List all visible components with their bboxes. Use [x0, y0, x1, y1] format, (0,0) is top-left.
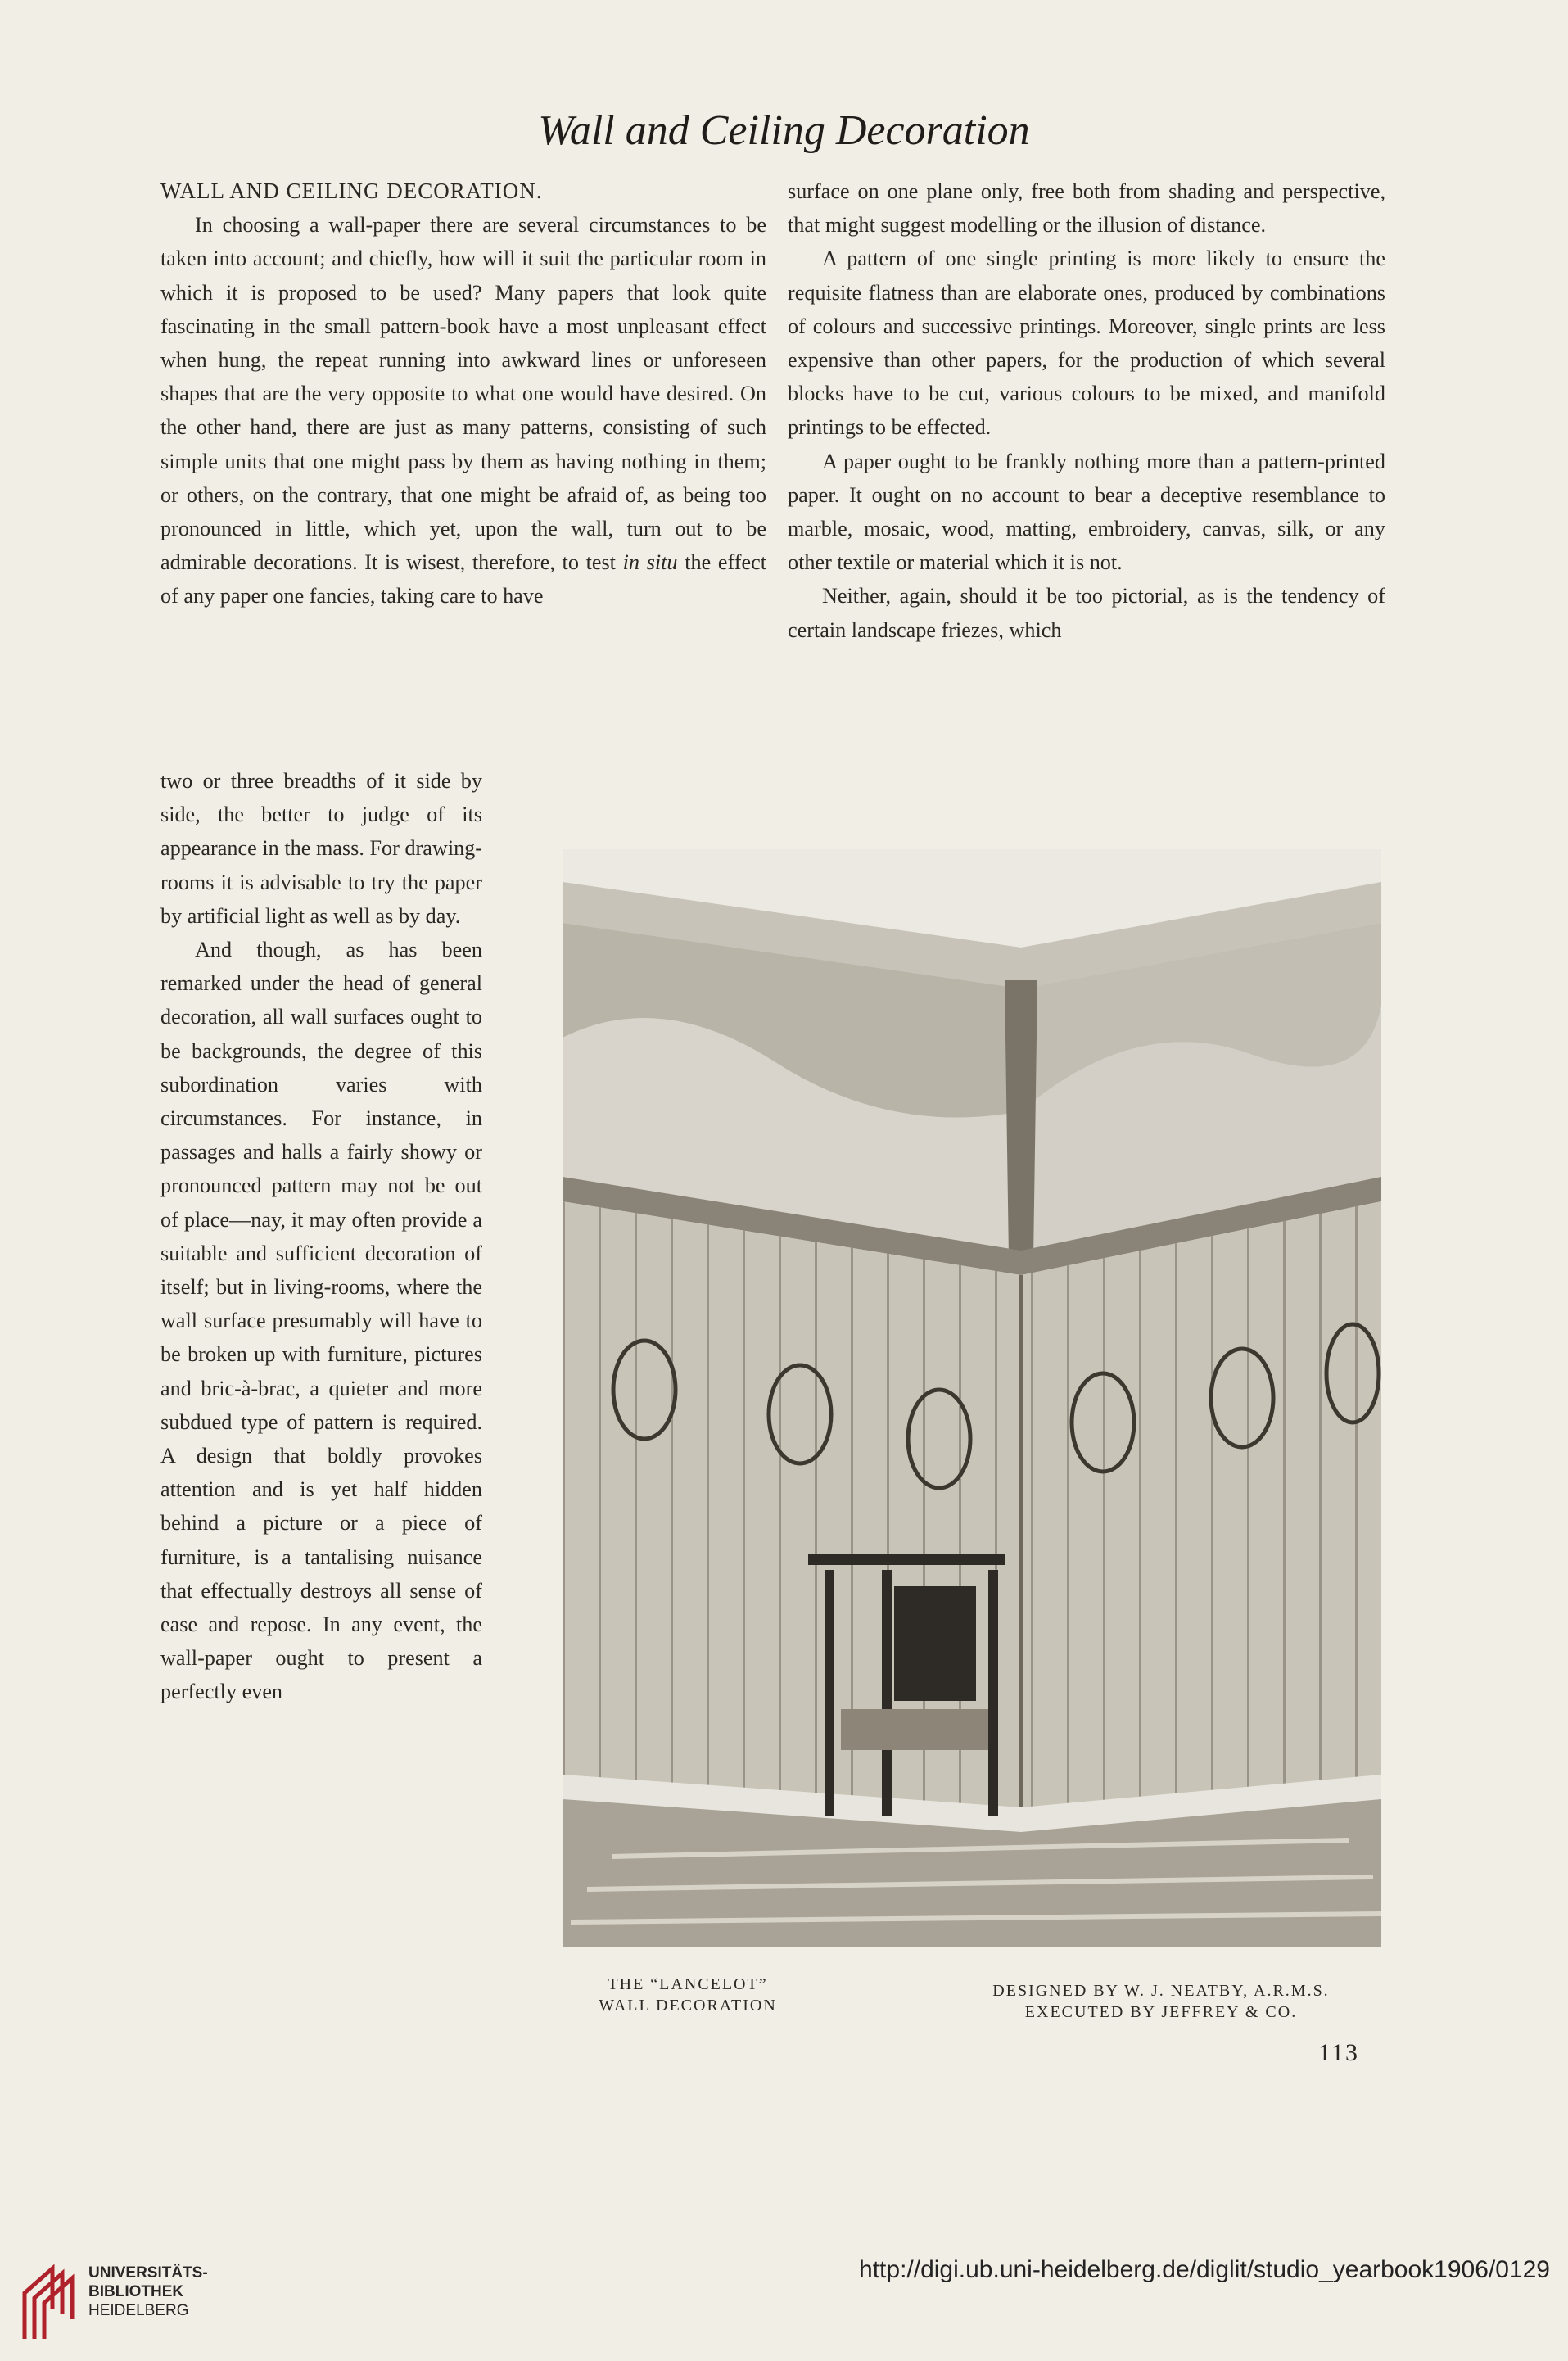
paragraph: A paper ought to be frankly nothing more than a pattern-printed paper. It ought on no account to bear a deceptive resemblance to marble, mosaic, wood, matting, embroidery, canvas, silk, or any other textile or material which it is not. [788, 449, 1385, 575]
library-logo[interactable] [20, 2260, 233, 2342]
paragraph: Neither, again, should it be too pictorial, as is the tendency of certain landscape friezes, which [788, 584, 1385, 642]
wall-decoration-photograph [563, 849, 1381, 1947]
article-column-right [788, 174, 1385, 647]
caption-line: DESIGNED BY W. J. NEATBY, A.R.M.S. [992, 1982, 1330, 2000]
article-heading: WALL AND CEILING DECORATION. [160, 179, 543, 203]
paragraph: surface on one plane only, free both from shading and perspective, that might suggest modelling or the illusion of distance. [788, 179, 1385, 237]
paragraph-text: the effect of any paper one fancies, taking care to have [160, 550, 767, 608]
caption-line: EXECUTED BY JEFFREY & CO. [1024, 2003, 1298, 2021]
page-header: Wall and Ceiling Decoration [538, 107, 1030, 154]
library-name-line: HEIDELBERG [88, 2302, 189, 2319]
italic-phrase: in situ [622, 550, 678, 575]
room-corner-illustration [563, 849, 1381, 1947]
paragraph: two or three breadths of it side by side, the better to judge of its appearance in the mass. For drawing-rooms it is advisable to try the paper by artificial light as well as by day. [160, 769, 482, 928]
figure-caption-credits [940, 1980, 1382, 2023]
paragraph [160, 208, 766, 613]
paragraph-text: In choosing a wall-paper there are several circumstances to be taken into account; and chiefly, how will it suit the particular room in which it is proposed to be used? Many papers that look quite fascinating in the small pattern-book have a most unpleasant effect when hung, the repeat running into awkward lines or unforeseen shapes that are the very opposite to what one would have desired. On the other hand, there are just as many patterns, consisting of such simple units that one might pass by them as having nothing in them; or others, on the contrary, that one might be afraid of, as being too pronounced in little, which yet, upon the wall, turn out to be admirable decorations. It is wisest, therefore, to test [160, 213, 766, 575]
source-url-link[interactable]: http://digi.ub.uni-heidelberg.de/diglit/studio_yearbook1906/0129 [859, 2256, 1550, 2283]
caption-line: THE “LANCELOT” [608, 1975, 768, 1993]
caption-line: WALL DECORATION [599, 1997, 777, 2015]
paragraph: A pattern of one single printing is more likely to ensure the requisite flatness than are elaborate ones, produced by combinations of colours and successive printings. Moreover, single prints are less expensive than other papers, for the production of which several blocks have to be cut, various colours to be mixed, and manifold printings to be effected. [788, 247, 1385, 440]
article-column-left [160, 174, 766, 613]
paragraph: And though, as has been remarked under the head of general decoration, all wall surfaces ought to be backgrounds, the degree of this subordination varies with circumstances. For instance, in passages and halls a fairly showy or pronounced pattern may not be out of place—nay, it may often provide a suitable and sufficient decoration of itself; but in living-rooms, where the wall surface presumably will have to be broken up with furniture, pictures and bric-à-brac, a quieter and more subdued type of pattern is required. A design that boldly provokes attention and is yet half hidden behind a picture or a piece of furniture, is a tantalising nuisance that effectually destroys all sense of ease and repose. In any event, the wall-paper ought to present a perfectly even [160, 938, 482, 1704]
article-column-narrow [160, 764, 482, 1709]
figure-caption-title [565, 1974, 811, 2016]
page-number: 113 [1318, 2039, 1359, 2066]
library-name-line: UNIVERSITÄTS- [88, 2264, 208, 2282]
library-name-line: BIBLIOTHEK [88, 2283, 184, 2300]
library-emblem-icon [20, 2260, 80, 2342]
